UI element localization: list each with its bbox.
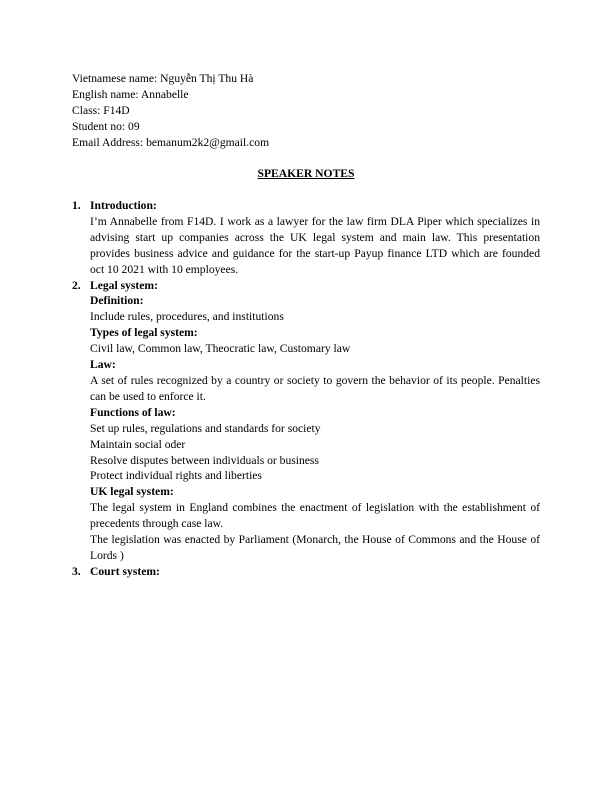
section-legal-system <box>72 278 540 564</box>
uk-legal-system-text: The legal system in England combines the enactment of legislation with the establishment of precedents through case law. <box>90 501 540 531</box>
email-address: Email Address: bemanum2k2@gmail.com <box>72 136 270 149</box>
english-name: English name: Annabelle <box>72 88 189 101</box>
function-item: Set up rules, regulations and standards for society <box>90 421 321 435</box>
section-heading: Court system: <box>90 564 160 578</box>
student-info <box>72 71 540 151</box>
definition-heading: Definition: <box>90 294 144 308</box>
section-number: 3. <box>72 564 81 578</box>
functions-heading: Functions of law: <box>90 405 176 419</box>
section-court-system <box>72 564 540 580</box>
page-title: SPEAKER NOTES <box>257 167 355 180</box>
section-introduction <box>72 198 540 278</box>
section-number: 1. <box>72 199 81 212</box>
vietnamese-name: Vietnamese name: Nguyễn Thị Thu Hà <box>72 72 254 85</box>
types-heading: Types of legal system: <box>90 326 198 340</box>
definition-text: Include rules, procedures, and institutions <box>90 310 284 324</box>
function-item: Maintain social oder <box>90 437 186 451</box>
class-info: Class: F14D <box>72 104 130 117</box>
student-number: Student no: 09 <box>72 120 140 133</box>
law-text: A set of rules recognized by a country or society to govern the behavior of its people. Penalties can be used to enforce it. <box>90 373 540 403</box>
uk-legal-system-heading: UK legal system: <box>90 485 174 499</box>
section-number: 2. <box>72 278 81 292</box>
function-item: Resolve disputes between individuals or business <box>90 453 319 467</box>
legislation-text: The legislation was enacted by Parliament (Monarch, the House of Commons and the House of Lords ) <box>90 533 540 562</box>
notes-list <box>72 198 540 580</box>
function-item: Protect individual rights and liberties <box>90 469 262 483</box>
law-heading: Law: <box>90 358 116 372</box>
section-heading: Introduction: <box>90 199 157 212</box>
types-text: Civil law, Common law, Theocratic law, Customary law <box>90 342 351 356</box>
section-heading: Legal system: <box>90 278 158 292</box>
introduction-text: I’m Annabelle from F14D. I work as a lawyer for the law firm DLA Piper which specializes in advising start up companies across the UK legal system and main law. This presentation provides business advice and guidance for the start-up Payup finance LTD which are founded oct 10 2021 with 10 employees. <box>90 214 540 276</box>
